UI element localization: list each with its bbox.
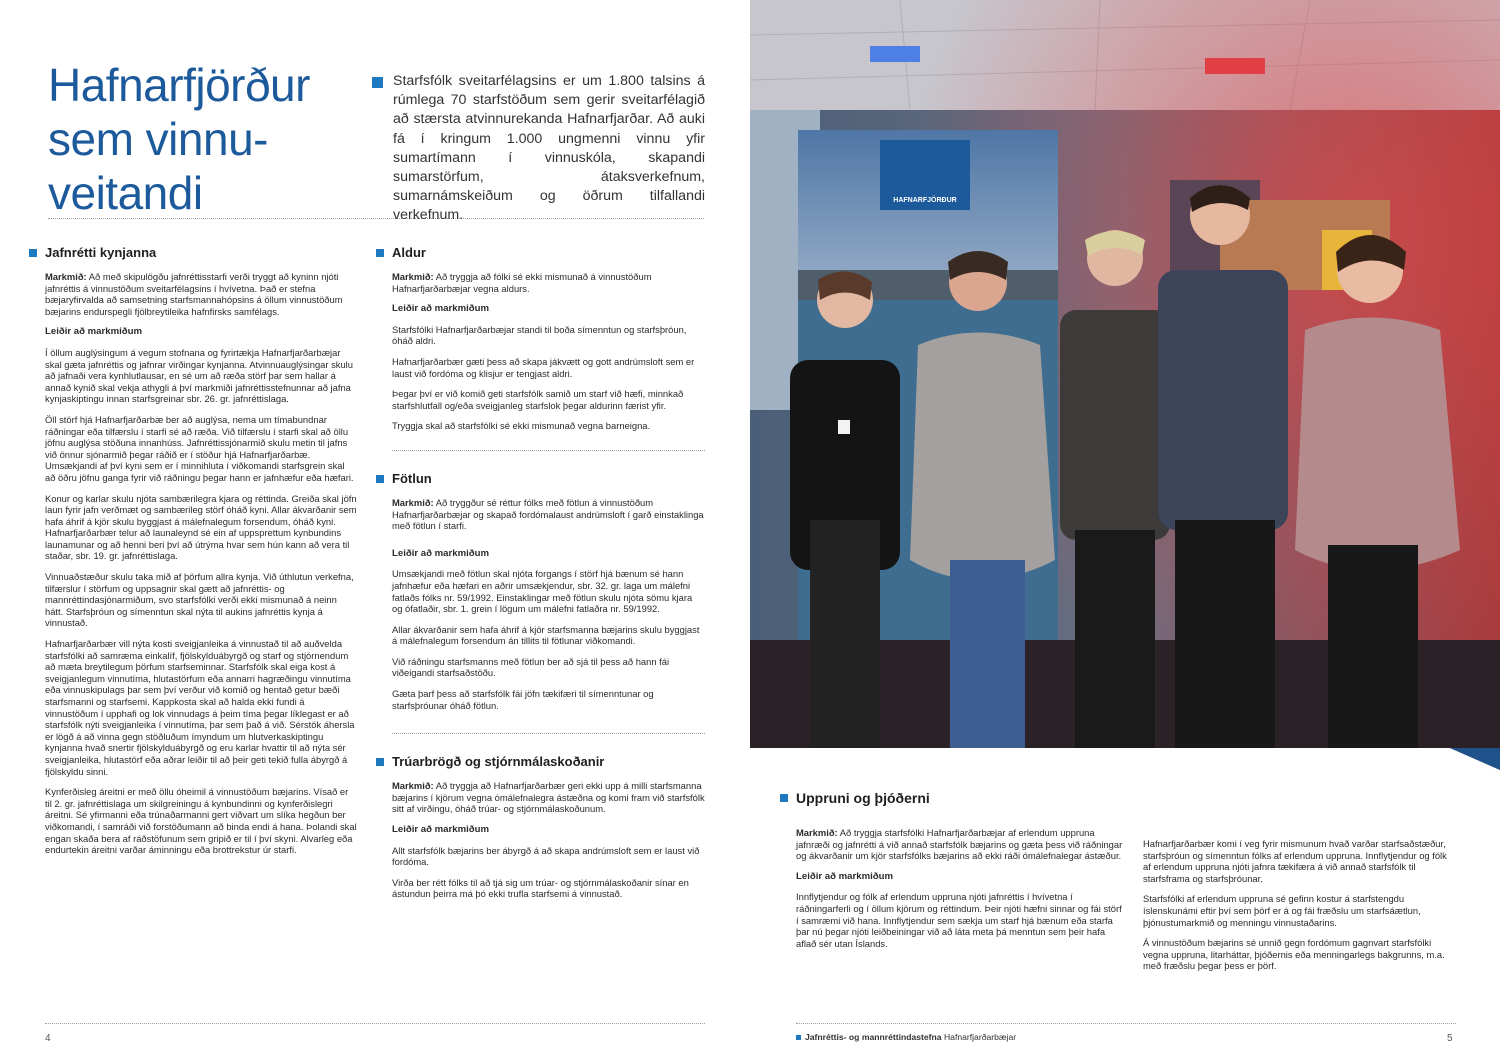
section-bullet-icon <box>29 249 37 257</box>
body-paragraph: Við ráðningu starfsmanns með fötlun ber að sjá til þess að hann fái viðeigandi starfsaðstöðu. <box>392 655 670 679</box>
page-title <box>48 58 348 220</box>
body-paragraph: Umsækjandi með fötlun skal njóta forgangs í störf hjá bænum sé hann jafnhæfur eða hæfari en aðrir umsækjendur, sbr. 32. gr. laga um málefni fatlaðs fólks nr. 59/1992. Einstaklingar með fötlun skulu njóta sömu kjara og ófatlaðir, sbr. 1. grein í lögum um málefni fatlaðra nr. 59/1992. <box>392 568 693 615</box>
title-line: veitandi <box>48 167 203 219</box>
photo-illustration <box>750 0 1500 800</box>
body-paragraph: Öll störf hjá Hafnarfjarðarbæ ber að auglýsa, nema um tímabundnar ráðningar eða tilfærslu í starfi sé að ræða. Við tilfærslu í starfi skal að öllu jöfnu auglýsa stöðuna innanhúss. Jafnréttissjónarmið skulu metin til jafns við önnur sjónarmið þegar ráðið er í stöður hjá Hafnarfjarðarbæ. Umsækjandi af því kyni sem er í minnihluta í viðkomandi starfsgrein skal að öðru jöfnu ganga fyrir við ráðningu þegar hann er jafnhæfur eða hæfari. <box>45 413 354 483</box>
goal-label: Markmið: <box>392 271 434 282</box>
body-paragraph: Gæta þarf þess að starfsfólk fái jöfn tækifæri til símenntunar og starfsþróunar óháð fötlun. <box>392 688 654 711</box>
section-bullet-icon <box>780 794 788 802</box>
intro-bullet-icon <box>372 77 383 88</box>
body-paragraph: Konur og karlar skulu njóta sambærilegra kjara og réttinda. Greiða skal jöfn laun fyrir jafn verðmæt og sambærileg störf óháð kyni. Allar ákvarðanir sem hafa áhrif á kjör skulu byggjast á málefnalegum forsendum, óháð kyni. Hafnarfjarðarbær telur að launaleynd sé ein af uppsprettum kynbundins launamunar og að henni beri því að útrýma hvar sem hún kann að vera til staðar, sbr. 19. gr. jafnréttislaga. <box>45 492 357 562</box>
body-paragraph: Á vinnustöðum bæjarins sé unnið gegn fordómum gagnvart starfsfólki vegna uppruna, litarháttar, þjóðernis eða menningarlegs bakgrunns, m.a. með fræðslu þegar þess er þörf. <box>1143 937 1445 972</box>
section-uppruni <box>796 790 1126 824</box>
goal-text: Að tryggður sé réttur fólks með fötlun á vinnustöðum Hafnarfjarðarbæjar og skapað fordómalaust andrúmsloft í garð einstaklinga með fötlun í starfi. <box>392 496 704 532</box>
column-two <box>392 245 705 909</box>
intro-paragraph: Starfsfólk sveitarfélagsins er um 1.800 talsins á rúmlega 70 starfstöðum sem gerir sveitarfélagið að stærsta atvinnurekanda Hafnarfjarðar. Að auki fá í kringum 1.000 ungmenni vinnu yfir sumartímann í vinnuskóla, skapandi sumarstörfum, átaksverkefnum, sumarnámskeiðum og öðrum tilfallandi verkefnum. <box>393 73 705 224</box>
footer-bullet-icon <box>796 1035 801 1040</box>
heading-text: Fötlun <box>392 470 432 486</box>
footer-title <box>796 1032 1016 1042</box>
title-line: Hafnarfjörður <box>48 59 310 111</box>
goal-paragraph <box>392 780 705 815</box>
footer-divider <box>45 1023 705 1024</box>
footer-rest: Hafnarfjarðarbæjar <box>943 1032 1017 1042</box>
goal-label: Markmið: <box>392 780 434 792</box>
body-paragraph: Hafnarfjarðarbær vill nýta kosti sveigjanleika á vinnustað til að auðvelda starfsfólki að samræma einkalíf, fjölskylduábyrgð og starf og stjórnendum að mæta breytilegum þörfum starfseminnar. Starfsfólk skal eiga kost á sveigjanlegum vinnutíma, hlutastörfum eða annarri hagræðingu vinnutíma eða vinnuskipulags þar sem því verður við komið og hentað getur bæði starfsmanni og starfsemi. Kappkosta skal að halda ekki fundi á vinnustöðum í upphafi og lok vinnudags á þeim tíma þegar líklegast er að starfsfólk nýti sveigjanleika í vinnutíma, þar sem það á við. Sérstök áhersla er lögð á að vinna gegn stöðluðum ímyndum um hlutverkaskiptingu kynjanna hvað snertir fjölskylduábyrgð og eru karlar hvattir til að nýta sér sveigjanleika, hlutastörf eða aðrar leiðir til að þeir geti tekið fulla ábyrgð á fjölskyldu sinni. <box>45 638 355 777</box>
uppruni-col-left <box>796 827 1126 958</box>
goal-paragraph <box>392 271 705 294</box>
section-bullet-icon <box>376 475 384 483</box>
banner-text: HAFNARFJÖRÐUR <box>893 197 957 204</box>
section-divider <box>392 733 705 734</box>
goal-paragraph <box>45 271 357 317</box>
section-bullet-icon <box>376 758 384 766</box>
subheading: Leiðir að markmiðum <box>392 824 490 836</box>
body-paragraph: Starfsfólki Hafnarfjarðarbæjar standi til boða símenntun og starfsþróun, óháð aldri. <box>392 323 687 347</box>
subheading: Leiðir að markmiðum <box>45 326 143 338</box>
section-bullet-icon <box>376 249 384 257</box>
body-paragraph: Í öllum auglýsingum á vegum stofnana og fyrirtækja Hafnarfjarðarbæjar skal gæta jafnréttis og jafnrar virðingar kynjanna. Atvinnuauglýsingar skulu að jafnaði vera kynhlutlausar, en sé um að ræða störf þar sem hallar á annað kynið skal vekja athygli á því markmiði jafnréttisstefnunnar að jafna kynjaskiptingu innan starfsgreinar sbr. 26. gr. jafnréttislaga. <box>45 346 353 405</box>
goal-text: Að tryggja starfsfólki Hafnarfjarðarbæjar af erlendum uppruna jafnræði og jafnrétti á við annað starfsfólk bæjarins og gæta þess við ráðningar og ákvarðanir um kjör starfsfólks bæjarins að ekki ráði ómálefnalegar ástæður. <box>796 827 1123 862</box>
section-divider <box>392 450 705 451</box>
body-paragraph: Innflytjendur og fólk af erlendum uppruna njóti jafnréttis í hvívetna í ráðningarferli og í öllum kjörum og réttindum. Þeir njóti hæfni sinnar og fái störf í samræmi við hana. Innflytjendur sem sækja um starf hjá bænum eða starfa þar nú þegar njóti leiðbeiningar við að láta meta þá menntun sem þeir hafa aflað sér utan Íslands. <box>796 891 1122 949</box>
page-number: 4 <box>45 1033 51 1044</box>
body-paragraph: Hafnarfjarðarbær komi í veg fyrir mismunum hvað varðar starfsaðstæður, starfsþróun og símenntun fólks af erlendum uppruna. Innflytjendur og fólk af erlendum uppruna njóti jafnra tækifæra á við annað starfsfólk til starfsframa og starfsþróunar. <box>1143 838 1447 884</box>
body-paragraph: Kynferðisleg áreitni er með öllu óheimil á vinnustöðum bæjarins. Vísað er til 2. gr. jafnréttislaga um skilgreiningu á kynbundinni og kynferðislegri áreitni. Sé yfirmanni eða trúnaðarmanni gert viðvart um slíka hegðun ber viðkomandi, í samráði við forstöðumann að binda endi á hana. Þolandi skal engan skaða bera af ráðstöfunum sem gripið er til í því skyni. Alvarleg eða endurtekin áreitni varðar áminningu eða brottrekstur úr starfi. <box>45 786 357 856</box>
section-heading <box>392 245 705 261</box>
footer-bold: Jafnréttis- og mannréttindastefna <box>805 1032 942 1042</box>
goal-label: Markmið: <box>392 496 434 508</box>
body-paragraph: Starfsfólki af erlendum uppruna sé gefinn kostur á starfstengdu íslenskunámi eftir því sem þörf er á og fái fræðslu um starfsáætlun, þjónustumarkmið og menningu vinnustaðarins. <box>1143 893 1421 928</box>
subheading: Leiðir að markmiðum <box>392 303 490 315</box>
page-number: 5 <box>1447 1033 1453 1044</box>
heading-text: Aldur <box>392 245 426 260</box>
goal-text: Að með skipulögðu jafnréttisstarfi verði tryggt að kyninn njóti jafnréttis á vinnustöðum sveitarfélagsins í hvívetna. Það er stefna bæjaryfirvalda að samsetning starfsmannahópsins á öllum vinnustöðum bæjarins endurspegli fjölbreytileika hafnfirsks samfélags. <box>45 271 343 317</box>
section-heading <box>45 245 357 261</box>
goal-paragraph <box>796 827 1126 862</box>
body-paragraph: Vinnuaðstæður skulu taka mið af þörfum allra kynja. Við úthlutun verkefna, tilfærslur í störfum og uppsagnir skal gætt að jafnréttis- og mannréttindasjónarmiðum, svo starfsfólki verði ekki mismunað á neinn hátt. Starfsþróun og símenntun skal nýta til aukins jafnréttis kynja á vinnustað. <box>45 571 354 629</box>
goal-text: Að tryggja að Hafnarfjarðarbær geri ekki upp á milli starfsmanna bæjarins í kjörum vegna ómálefnalegra ástæðna og komi fram við starfsfólk sitt af virðingu, óháð trúar- og stjórnmálaskoðunum. <box>392 780 705 815</box>
goal-label: Markmið: <box>796 827 838 838</box>
section-heading <box>796 790 1126 806</box>
body-paragraph: Þegar því er við komið geti starfsfólk samið um starf við hæfi, minnkað starfshlutfall og/eða sveigjanleg starfslok þegar aldurinn færist yfir. <box>392 388 684 411</box>
body-paragraph: Virða ber rétt fólks til að tjá sig um trúar- og stjórnmálaskoðanir sínar en ástundun þeirra má þó ekki trufla starfsemi á vinnustað. <box>392 876 689 900</box>
goal-paragraph <box>392 497 705 532</box>
goal-text: Að tryggja að fólki sé ekki mismunað á vinnustöðum Hafnarfjarðarbæjar vegna aldurs. <box>392 271 652 294</box>
goal-label: Markmið: <box>45 271 87 282</box>
heading-text: Uppruni og þjóðerni <box>796 790 930 806</box>
body-paragraph: Allt starfsfólk bæjarins ber ábyrgð á að skapa andrúmsloft sem er laust við fordóma. <box>392 844 700 868</box>
section-jafnretti <box>45 245 357 865</box>
subheading: Leiðir að markmiðum <box>796 870 894 882</box>
team-photo <box>750 0 1500 800</box>
footer-divider <box>796 1023 1456 1024</box>
heading-text: Trúarbrögð og stjórnmálaskoðanir <box>392 754 605 770</box>
body-paragraph: Allar ákvarðanir sem hafa áhrif á kjör starfsmanna bæjarins skulu byggjast á málefnalegum forsendum án tillits til fötlunar viðkomandi. <box>392 623 700 647</box>
section-heading <box>392 754 705 770</box>
body-paragraph: Hafnarfjarðarbær gæti þess að skapa jákvætt og gott andrúmsloft sem er laust við fordóma og klisjur er tengjast aldri. <box>392 355 695 379</box>
body-paragraph: Tryggja skal að starfsfólki sé ekki mismunað vegna barneigna. <box>392 420 651 432</box>
heading-text: Jafnrétti kynjanna <box>45 245 157 260</box>
title-line: sem vinnu- <box>48 113 268 165</box>
subheading: Leiðir að markmiðum <box>392 547 490 559</box>
uppruni-col-right <box>1143 838 1455 981</box>
section-heading <box>392 471 705 487</box>
